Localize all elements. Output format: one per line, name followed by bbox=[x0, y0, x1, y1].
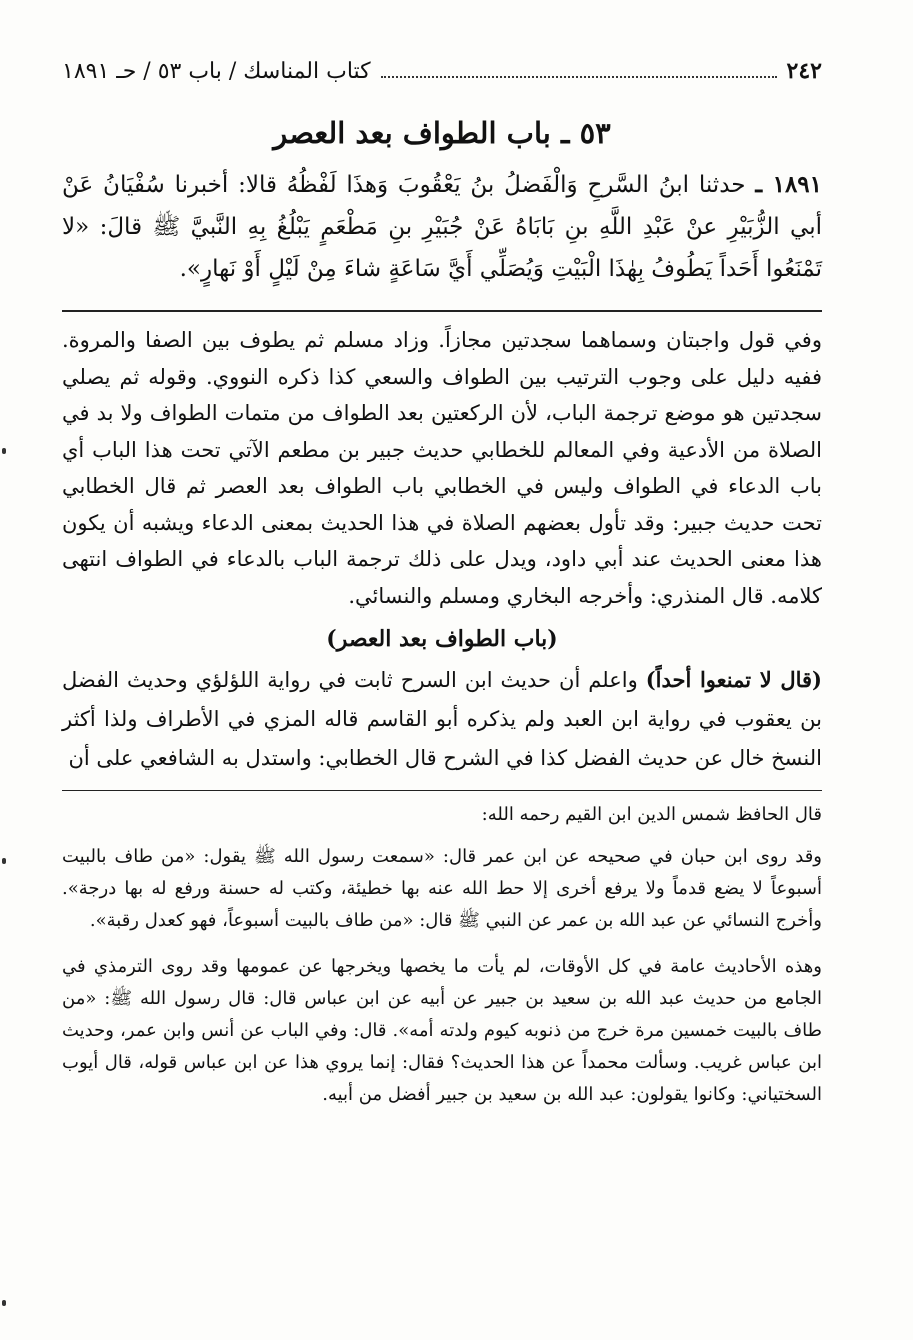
running-header bbox=[62, 58, 822, 92]
page-number: ٢٤٢ bbox=[786, 58, 822, 84]
scan-edge-mark bbox=[2, 448, 6, 454]
book-page bbox=[62, 58, 822, 1111]
footnote-paragraph-2: وهذه الأحاديث عامة في كل الأوقات، لم يأت ما يخصها ويخرجها عن عمومها وقد روى الترمذي في الجامع من حديث عبد الله بن سعيد بن جبير عن أبيه عن ابن عباس قال: قال رسول الله ﷺ: «من طاف بالبيت خمسين مرة خرج من ذنوبه كيوم ولدته أمه». قال: وفي الباب عن أنس وابن عمر، وحديث ابن عباس غريب. وسألت محمداً عن هذا الحديث؟ فقال: إنما يروي هذا عن ابن عباس قوله، قال أيوب السختياني: وكانوا يقولون: عبد الله بن سعيد بن جبير أفضل من أبيه. bbox=[62, 956, 822, 1105]
commentary-bold-lead: (قال لا تمنعوا أحداً) bbox=[645, 667, 822, 692]
commentary-paragraph-1: وفي قول واجبتان وسماهما سجدتين مجازاً. وزاد مسلم ثم يطوف بين الصفا والمروة. ففيه دليل على وجوب الترتيب بين الطواف والسعي كذا ذكره النووي. وقوله ثم يصلي سجدتين هو موضع ترجمة الباب، لأن الركعتين بعد الطواف من متمات الطواف ولا بد في الصلاة من الأدعية وفي المعالم للخطابي حديث جبير بن مطعم الآتي تحت هذا الباب أي باب الدعاء في الطواف وليس في الخطابي باب الطواف بعد العصر ثم قال الخطابي تحت حديث جبير: وقد تأول بعضهم الصلاة في هذا الحديث بمعنى الدعاء ويشبه أن يكون هذا معنى الحديث عند أبي داود، ويدل على ذلك ترجمة الباب بالدعاء في الطواف انتهى كلامه. قال المنذري: وأخرجه البخاري ومسلم والنسائي. bbox=[62, 328, 822, 608]
hadith-body: حدثنا ابنُ السَّرحِ وَالْفَضلُ بنُ يَعْقُوبَ وَهذَا لَفْظُهُ قالا: أخبرنا سُفْيَانُ عَنْ أبي الزُّبَيْرِ عنْ عَبْدِ اللَّهِ بنِ بَابَاهُ عَنْ جُبَيْرِ بنِ مَطْعَمٍ يَبْلُغُ بِهِ النَّبيَّ ﷺ قالَ: «لا تَمْنَعُوا أَحَداً يَطُوفُ بِهٰذَا الْبَيْتِ وَيُصَلِّي أَيَّ سَاعَةٍ شاءَ مِنْ لَيْلٍ أَوْ نَهارٍ». bbox=[62, 172, 822, 282]
chapter-title: ٥٣ ـ باب الطواف بعد العصر bbox=[273, 116, 611, 150]
running-title: كتاب المناسك / باب ٥٣ / حـ ١٨٩١ bbox=[62, 59, 371, 84]
footnote-heading: قال الحافظ شمس الدين ابن القيم رحمه الله: bbox=[481, 804, 822, 825]
footnote-divider bbox=[62, 790, 822, 791]
header-dotted-leader bbox=[381, 76, 777, 78]
hadith-text bbox=[62, 164, 822, 290]
scan-edge-mark bbox=[2, 858, 6, 864]
commentary-subheading: (باب الطواف بعد العصر) bbox=[326, 626, 558, 652]
hadith-number: ١٨٩١ ـ bbox=[755, 171, 823, 198]
scan-edge-mark bbox=[2, 1300, 6, 1306]
commentary-continuation: واعلم أن حديث ابن السرح ثابت في رواية اللؤلؤي وحديث الفضل بن يعقوب في رواية ابن العبد ولم يذكره أبو القاسم قاله المزي في الأطراف ولذا أكثر النسخ خال عن حديث الفضل كذا في الشرح قال الخطابي: واستدل به الشافعي على أن bbox=[62, 668, 822, 770]
section-divider bbox=[62, 310, 822, 312]
footnote-paragraph-1: وقد روى ابن حبان في صحيحه عن ابن عمر قال: «سمعت رسول الله ﷺ يقول: «من طاف بالبيت أسبوعاً لا يضع قدماً ولا يرفع أخرى إلا حط الله عنه بها خطيئة، وكتب له حسنة ورفع له بها درجة». وأخرج النسائي عن عبد الله بن عمر عن النبي ﷺ قال: «من طاف بالبيت أسبوعاً، فهو كعدل رقبة». bbox=[62, 846, 822, 931]
commentary-paragraph-2 bbox=[62, 660, 822, 778]
